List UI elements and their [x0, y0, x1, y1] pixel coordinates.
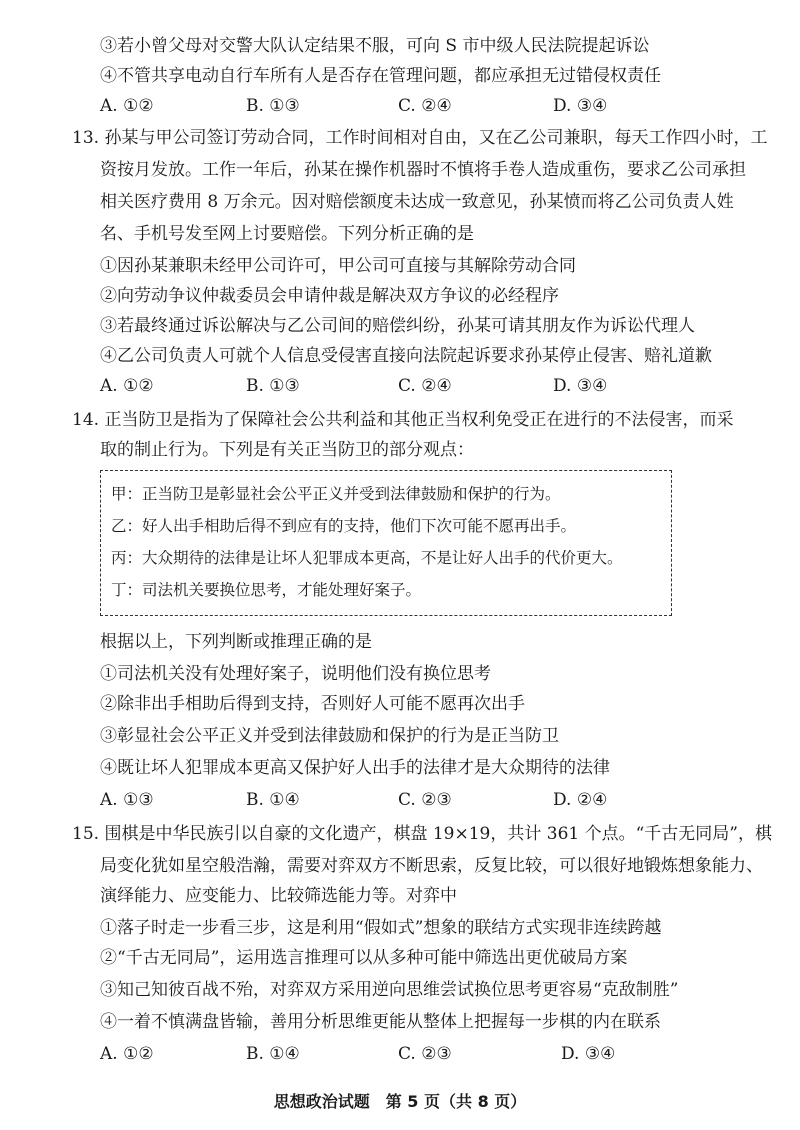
q15-stem-line-1: 15. 围棋是中华民族引以自豪的文化遗产，棋盘 19×19，共计 361 个点。“千古无同局”，棋 [72, 824, 772, 844]
q15-item-3: ③知己知彼百战不殆，对弈双方采用逆向思维尝试换位思考更容易“克敌制胜” [100, 980, 679, 1000]
q13-option-a: A. ①② [100, 376, 154, 396]
q13-stem-line-1: 13. 孙某与甲公司签订劳动合同，工作时间相对自由，又在乙公司兼职，每天工作四小时，工 [72, 128, 768, 148]
q14-view-yi: 乙：好人出手相助后得不到应有的支持，他们下次可能不愿再出手。 [111, 517, 577, 535]
q12-item-3: ③若小曾父母对交警大队认定结果不服，可向 S 市中级人民法院提起诉讼 [100, 36, 650, 56]
q14-stem-line-2: 取的制止行为。下列是有关正当防卫的部分观点： [100, 440, 474, 460]
q12-option-a: A. ①② [100, 96, 154, 116]
q12-option-c: C. ②④ [398, 96, 452, 116]
q14-view-ding: 丁：司法机关要换位思考，才能处理好案子。 [111, 581, 422, 599]
q13-option-c: C. ②④ [398, 376, 452, 396]
q14-option-a: A. ①③ [100, 790, 154, 810]
q13-stem-line-4: 名、手机号发至网上讨要赔偿。下列分析正确的是 [100, 224, 474, 244]
q14-item-4: ④既让坏人犯罪成本更高又保护好人出手的法律才是大众期待的法律 [100, 758, 610, 778]
q15-stem-line-3: 演绎能力、应变能力、比较筛选能力等。对弈中 [100, 886, 457, 906]
q15-item-4: ④一着不慎满盘皆输，善用分析思维更能从整体上把握每一步棋的内在联系 [100, 1012, 661, 1032]
q12-option-d: D. ③④ [553, 96, 608, 116]
q12-option-b: B. ①③ [246, 96, 300, 116]
q13-item-4: ④乙公司负责人可就个人信息受侵害直接向法院起诉要求孙某停止侵害、赔礼道歉 [100, 346, 712, 366]
q14-view-jia: 甲：正当防卫是彰显社会公平正义并受到法律鼓励和保护的行为。 [111, 485, 561, 503]
q13-stem-line-2: 资按月发放。工作一年后，孙某在操作机器时不慎将手卷人造成重伤，要求乙公司承担 [100, 160, 746, 180]
q13-item-3: ③若最终通过诉讼解决与乙公司间的赔偿纠纷，孙某可请其朋友作为诉讼代理人 [100, 316, 695, 336]
q15-stem-line-2: 局变化犹如星空般浩瀚，需要对弈双方不断思索，反复比较，可以很好地锻炼想象能力、 [100, 856, 763, 876]
q15-option-b: B. ①④ [246, 1044, 300, 1064]
q14-item-2: ②除非出手相助后得到支持，否则好人可能不愿再次出手 [100, 694, 525, 714]
q13-options [100, 374, 800, 398]
q14-stem-line-1: 14. 正当防卫是指为了保障社会公共利益和其他正当权利免受正在进行的不法侵害，而采 [72, 410, 734, 430]
page-footer: 思想政治试题 第 5 页（共 8 页） [273, 1092, 527, 1111]
q14-option-d: D. ②④ [553, 790, 608, 810]
q14-item-1: ①司法机关没有处理好案子，说明他们没有换位思考 [100, 664, 491, 684]
q14-views-box [100, 470, 672, 616]
q14-item-3: ③彰显社会公平正义并受到法律鼓励和保护的行为是正当防卫 [100, 726, 559, 746]
q13-item-1: ①因孙某兼职未经甲公司许可，甲公司可直接与其解除劳动合同 [100, 256, 576, 276]
q15-options [100, 1042, 800, 1066]
q13-option-d: D. ③④ [553, 376, 608, 396]
q14-options [100, 788, 800, 812]
q15-option-a: A. ①② [100, 1044, 154, 1064]
q15-option-c: C. ②③ [398, 1044, 452, 1064]
q13-stem-line-3: 相关医疗费用 8 万余元。因对赔偿额度未达成一致意见，孙某愤而将乙公司负责人姓 [100, 192, 734, 212]
q14-view-bing: 丙：大众期待的法律是让坏人犯罪成本更高，不是让好人出手的代价更大。 [111, 549, 623, 567]
q14-option-c: C. ②③ [398, 790, 452, 810]
q15-item-2: ②“千古无同局”，运用选言推理可以从多种可能中筛选出更优破局方案 [100, 948, 628, 968]
q12-options [100, 94, 800, 118]
q13-item-2: ②向劳动争议仲裁委员会申请仲裁是解决双方争议的必经程序 [100, 286, 559, 306]
q13-option-b: B. ①③ [246, 376, 300, 396]
q14-option-b: B. ①④ [246, 790, 300, 810]
q12-item-4: ④不管共享电动自行车所有人是否存在管理问题，都应承担无过错侵权责任 [100, 66, 661, 86]
q14-question: 根据以上，下列判断或推理正确的是 [100, 632, 372, 652]
q15-option-d: D. ③④ [561, 1044, 616, 1064]
q15-item-1: ①落子时走一步看三步，这是利用“假如式”想象的联结方式实现非连续跨越 [100, 918, 662, 938]
